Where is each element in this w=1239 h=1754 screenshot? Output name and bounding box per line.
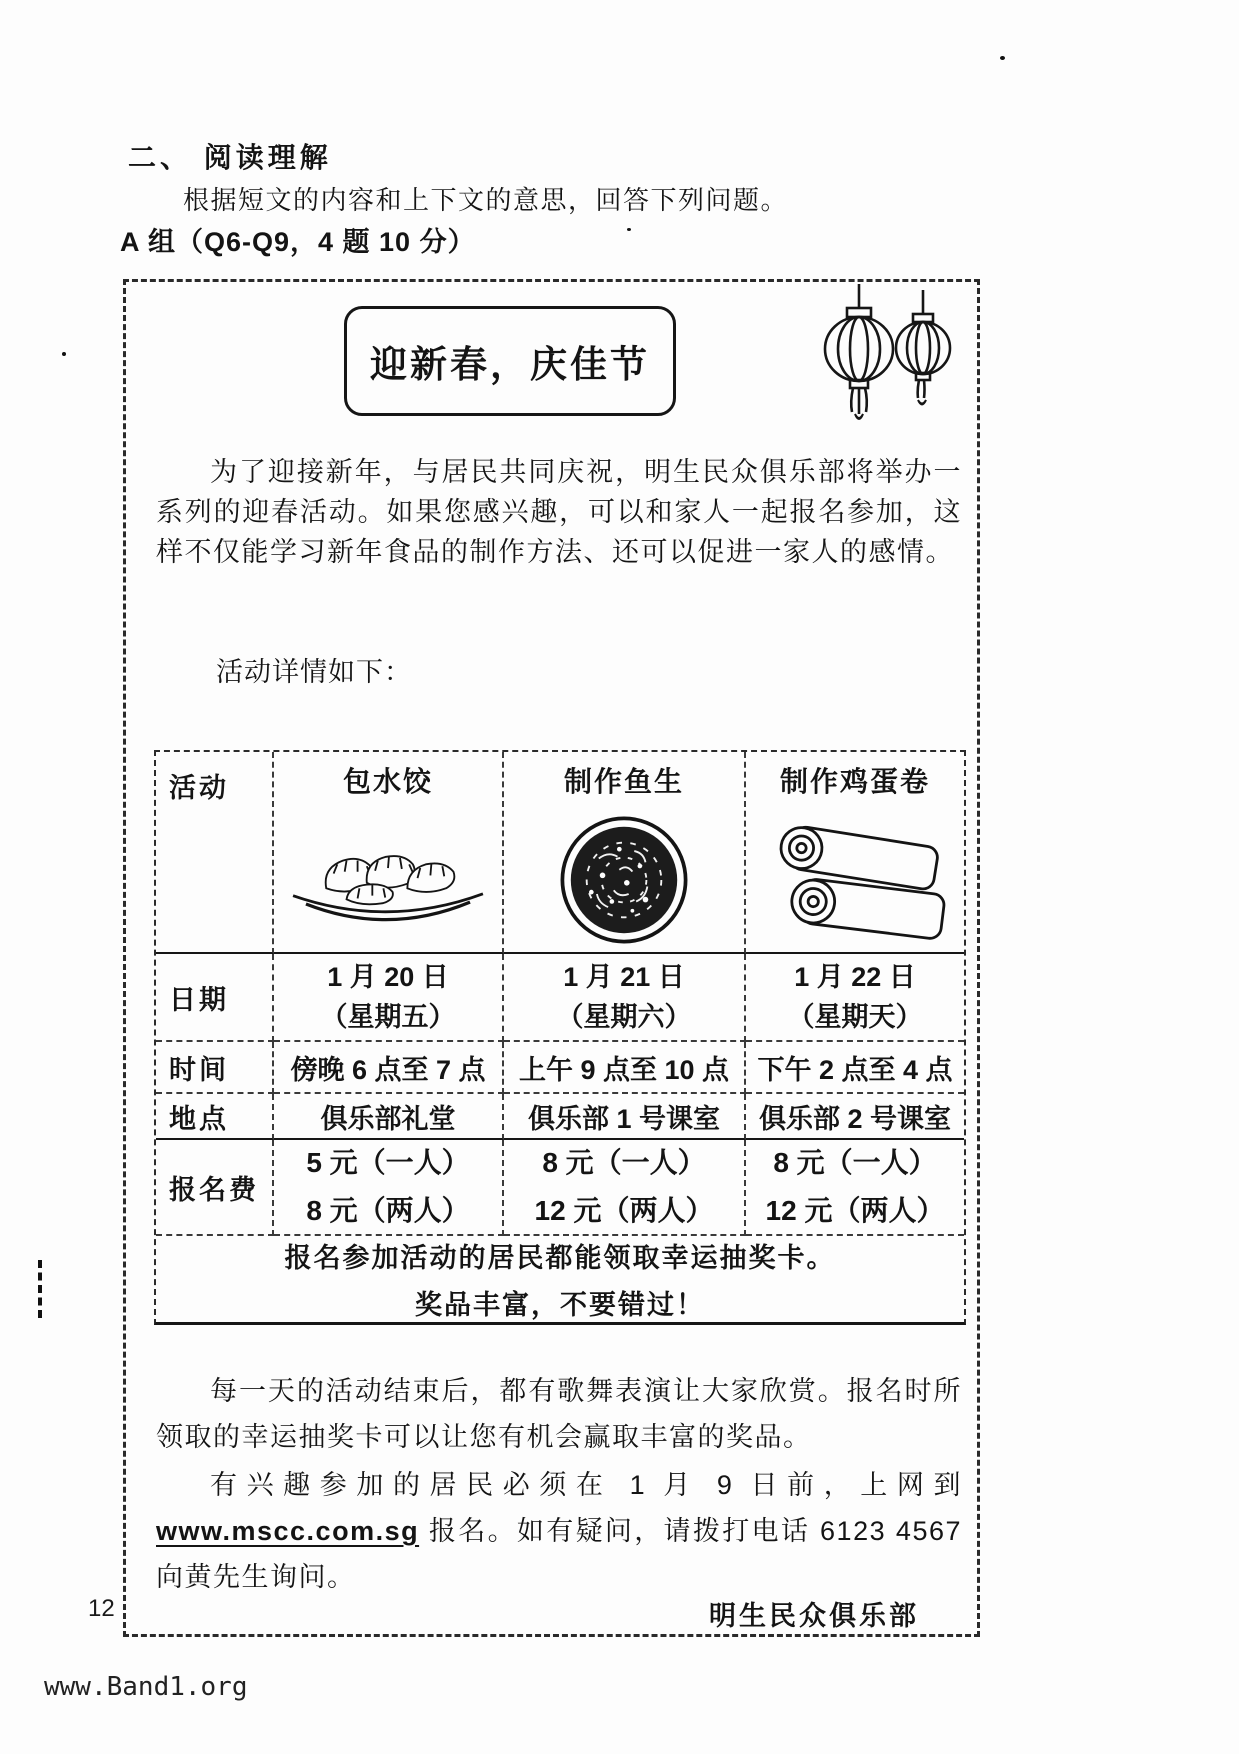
date-value: 1 月 21 日 xyxy=(563,962,685,992)
dumplings-plate-icon xyxy=(282,810,494,950)
scan-speck xyxy=(1000,56,1005,60)
registration-contact-line xyxy=(156,1508,962,1554)
egg-rolls-icon xyxy=(755,810,955,950)
yusheng-bowl-icon xyxy=(554,810,694,950)
date-weekday: （星期五） xyxy=(320,1002,456,1032)
date-cell xyxy=(274,954,504,1042)
row-label-activity: 活动 xyxy=(156,752,274,954)
lanterns-icon xyxy=(803,284,963,434)
flyer-title-box xyxy=(344,306,676,416)
venue-cell: 俱乐部礼堂 xyxy=(274,1094,504,1140)
section-heading: 二、 阅读理解 xyxy=(128,142,332,173)
fee-double: 12 元（两人） xyxy=(765,1195,945,1226)
date-weekday: （星期六） xyxy=(556,1002,692,1032)
outro-paragraph-1: 每一天的活动结束后，都有歌舞表演让大家欣赏。报名时所领取的幸运抽奖卡可以让您有机会赢取丰富的奖品。 xyxy=(156,1376,962,1452)
fee-single: 8 元（一人） xyxy=(542,1147,706,1178)
activity-name: 制作鸡蛋卷 xyxy=(779,766,930,797)
prizes-note: 奖品丰富，不要错过！ xyxy=(415,1290,705,1320)
flyer-box xyxy=(123,279,980,1637)
table-footer xyxy=(156,1236,964,1322)
row-label-fee: 报名费 xyxy=(156,1140,274,1236)
date-value: 1 月 20 日 xyxy=(327,962,449,992)
activity-name: 制作鱼生 xyxy=(563,766,684,797)
fee-double: 12 元（两人） xyxy=(534,1195,714,1226)
column-header-yusheng xyxy=(504,752,746,954)
signature: 明生民众俱乐部 xyxy=(709,1601,919,1631)
margin-mark xyxy=(38,1260,42,1318)
time-cell: 上午 9 点至 10 点 xyxy=(504,1042,746,1094)
outro-paragraph-2 xyxy=(156,1462,962,1600)
fee-single: 8 元（一人） xyxy=(773,1147,937,1178)
date-cell xyxy=(504,954,746,1042)
instruction-line: 根据短文的内容和上下文的意思，回答下列问题。 xyxy=(183,185,789,215)
website-url: www.mscc.com.sg xyxy=(156,1516,420,1546)
fee-double: 8 元（两人） xyxy=(306,1195,470,1226)
activity-table xyxy=(154,750,966,1325)
date-weekday: （星期天） xyxy=(787,1002,923,1032)
phone-info: 报名。如有疑问，请拨打电话 6123 4567 xyxy=(419,1516,962,1546)
group-info-line: A 组（Q6-Q9，4 题 10 分） xyxy=(120,227,476,257)
intro-paragraph: 为了迎接新年，与居民共同庆祝，明生民众俱乐部将举办一系列的迎春活动。如果您感兴趣，可以和家人一起报名参加，这样不仅能学习新年食品的制作方法、还可以促进一家人的感情。 xyxy=(156,457,962,567)
venue-cell: 俱乐部 2 号课室 xyxy=(746,1094,964,1140)
registration-deadline-line: 有兴趣参加的居民必须在 1 月 9 日前，上网到 xyxy=(210,1470,962,1500)
flyer-title: 迎新春，庆佳节 xyxy=(370,344,650,385)
row-label-time: 时间 xyxy=(156,1042,274,1094)
scan-speck xyxy=(627,228,631,231)
scan-speck xyxy=(62,352,66,356)
column-header-eggrolls xyxy=(746,752,964,954)
fee-cell xyxy=(274,1140,504,1236)
watermark: www.Band1.org xyxy=(44,1672,248,1702)
venue-cell: 俱乐部 1 号课室 xyxy=(504,1094,746,1140)
fee-single: 5 元（一人） xyxy=(306,1147,470,1178)
fee-cell xyxy=(504,1140,746,1236)
activity-name: 包水饺 xyxy=(342,766,433,797)
row-label-venue: 地点 xyxy=(156,1094,274,1140)
fee-cell xyxy=(746,1140,964,1236)
date-cell xyxy=(746,954,964,1042)
contact-person-line: 向黄先生询问。 xyxy=(156,1562,356,1592)
lucky-draw-note: 报名参加活动的居民都能领取幸运抽奖卡。 xyxy=(284,1243,836,1273)
table-intro-line: 活动详情如下： xyxy=(216,657,412,687)
time-cell: 傍晚 6 点至 7 点 xyxy=(274,1042,504,1094)
time-cell: 下午 2 点至 4 点 xyxy=(746,1042,964,1094)
row-label-date: 日期 xyxy=(156,954,274,1042)
date-value: 1 月 22 日 xyxy=(794,962,916,992)
page-number: 12 xyxy=(88,1595,115,1622)
column-header-dumplings xyxy=(274,752,504,954)
